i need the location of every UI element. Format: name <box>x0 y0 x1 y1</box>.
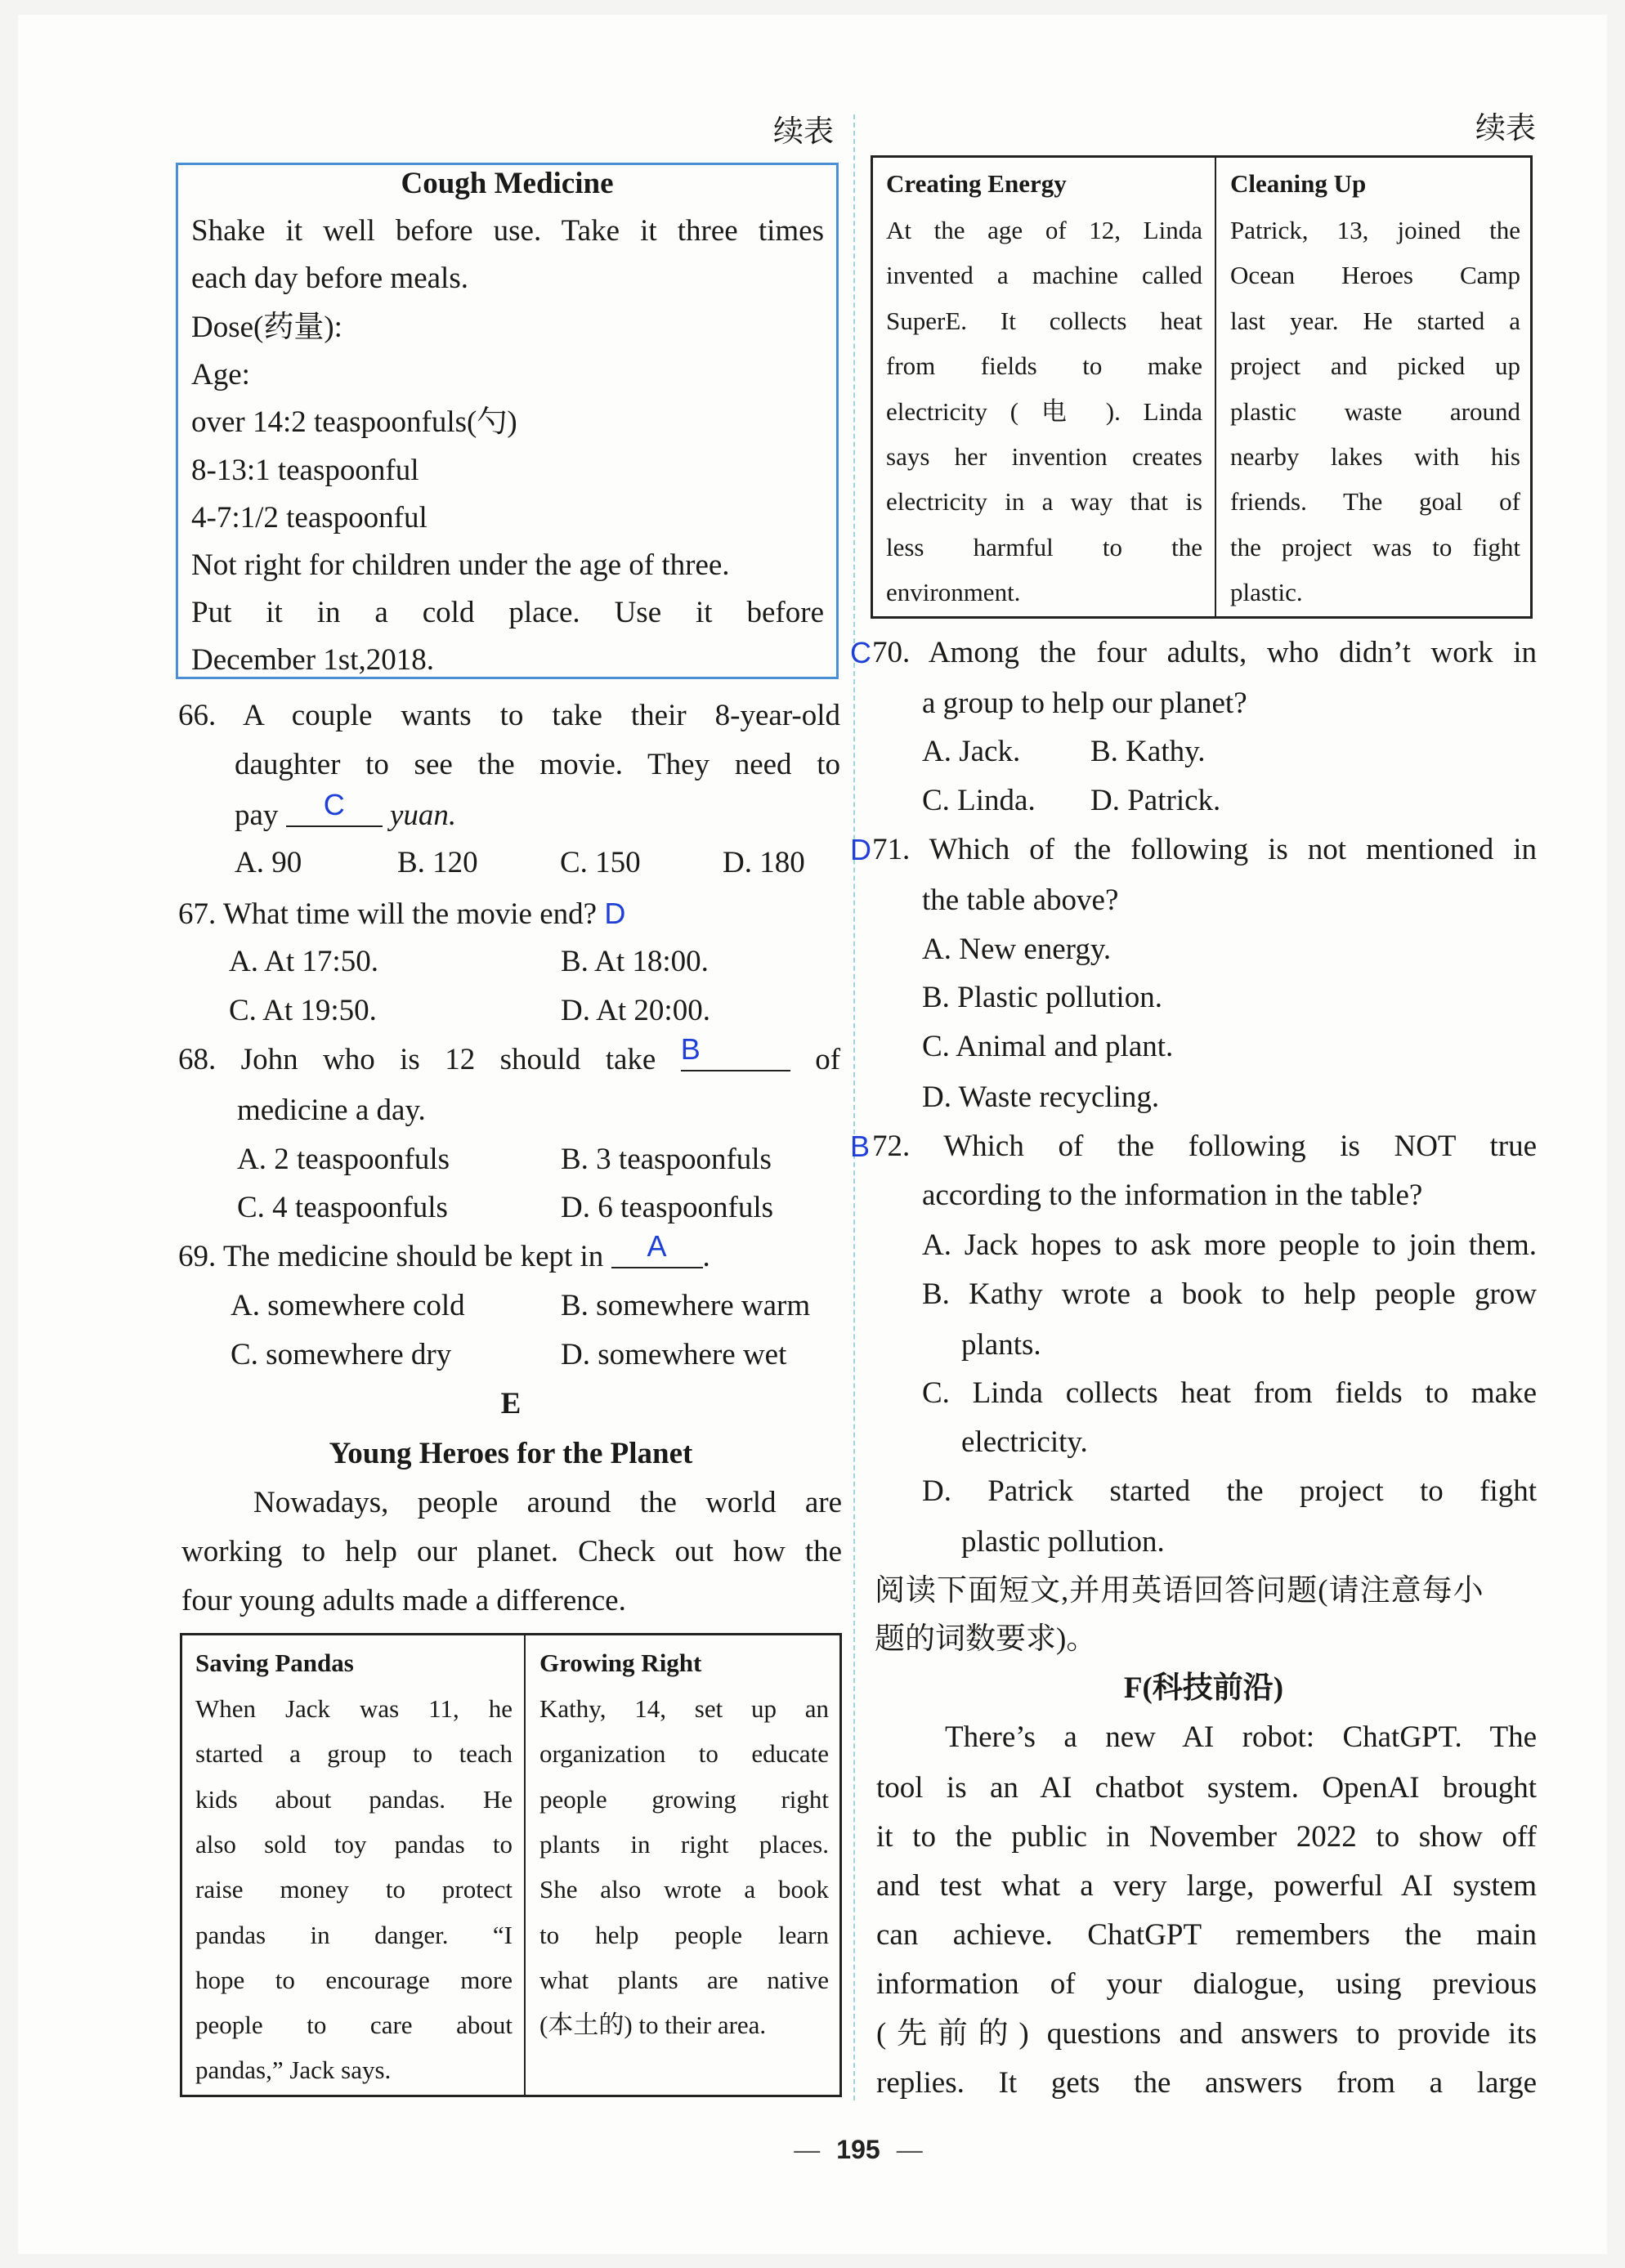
cell-title-saving-pandas: Saving Pandas <box>195 1648 354 1677</box>
text-line: replies. It gets the answers from a large <box>876 2065 1537 2100</box>
q67-option-b: B. At 18:00. <box>561 945 709 978</box>
q66-option-a: A. 90 <box>235 846 302 879</box>
text-line: (先前的) questions and answers to provide its <box>876 2016 1537 2051</box>
text-line: the project was to fight <box>1230 532 1520 561</box>
q72-option-c: C. Linda collects heat from fields to make <box>922 1376 1537 1410</box>
q66-text <box>235 788 457 834</box>
q70-answer: C <box>850 636 871 669</box>
section-e-paragraph-line: four young adults made a difference. <box>181 1584 626 1617</box>
q68-text-part: of <box>815 1043 841 1076</box>
q71-option-b: B. Plastic pollution. <box>922 981 1162 1014</box>
q71-answer: D <box>850 833 871 866</box>
q68-option-a: A. 2 teaspoonfuls <box>237 1143 450 1176</box>
cough-line: each day before meals. <box>191 262 468 295</box>
q69-text-part: 69. The medicine should be kept in <box>178 1240 604 1273</box>
text-line: information of your dialogue, using previous <box>876 1967 1537 2002</box>
section-e-title: Young Heroes for the Planet <box>329 1437 693 1470</box>
q69-option-a: A. somewhere cold <box>231 1289 465 1322</box>
text-line: also sold toy pandas to <box>195 1829 513 1859</box>
text-line: less harmful to the <box>886 532 1202 561</box>
table-divider <box>1215 155 1216 619</box>
text-line: pandas in danger. “I <box>195 1920 513 1949</box>
q68-text <box>178 1032 841 1078</box>
column-divider <box>853 114 855 2100</box>
section-f-line: There’s a new AI robot: ChatGPT. The <box>945 1720 1537 1754</box>
text-line: Kathy, 14, set up an <box>539 1694 829 1723</box>
page-number-value: 195 <box>836 2135 880 2164</box>
instruction-text: 阅读下面短文,并用英语回答问题(请注意每小 <box>875 1574 1484 1608</box>
cough-line: Dose(药量): <box>191 311 342 344</box>
text-line: pandas,” Jack says. <box>195 2056 392 2085</box>
q72-option-d: D. Patrick started the project to fight <box>922 1474 1537 1508</box>
answer-blank <box>286 788 383 827</box>
answer-blank <box>680 1032 790 1071</box>
section-e-letter: E <box>500 1387 522 1420</box>
text-line: plants in right places. <box>539 1829 829 1859</box>
text-line: electricity ( 电 ). Linda <box>886 396 1202 426</box>
q72-text: according to the information in the table? <box>922 1179 1423 1212</box>
q70-option-c: C. Linda. <box>922 784 1036 817</box>
text-line: friends. The goal of <box>1230 487 1520 517</box>
cell-title-growing-right: Growing Right <box>539 1648 702 1677</box>
q72-option-b-cont: plants. <box>961 1328 1041 1362</box>
text-line: people growing right <box>539 1784 829 1814</box>
text-line: plastic. <box>1230 578 1303 607</box>
cough-line: Not right for children under the age of three. <box>191 548 730 582</box>
text-line: plastic waste around <box>1230 396 1520 426</box>
q66-text: daughter to see the movie. They need to <box>235 748 840 781</box>
answer-blank <box>611 1229 703 1268</box>
text-line: from fields to make <box>886 351 1202 381</box>
text-line: environment. <box>886 578 1021 607</box>
text-line: what plants are native <box>539 1965 829 1994</box>
continued-label: 续表 <box>773 115 834 149</box>
text-line: can achieve. ChatGPT remembers the main <box>876 1918 1537 1953</box>
q67-option-a: A. At 17:50. <box>229 945 378 978</box>
q69-text <box>178 1229 710 1275</box>
text-line: it to the public in November 2022 to show off <box>876 1820 1537 1854</box>
q66-text-part: yuan. <box>389 798 457 832</box>
cough-medicine-title: Cough Medicine <box>401 167 614 200</box>
text-line: She also wrote a book <box>539 1875 829 1904</box>
q71-option-d: D. Waste recycling. <box>922 1080 1160 1114</box>
q72-option-a: A. Jack hopes to ask more people to join them. <box>922 1228 1537 1262</box>
cough-line: December 1st,2018. <box>191 643 434 677</box>
q71-option-a: A. New energy. <box>922 933 1112 966</box>
cough-line: Put it in a cold place. Use it before <box>191 596 824 629</box>
text-line: and test what a very large, powerful AI system <box>876 1869 1537 1903</box>
cough-line: 4-7:1/2 teaspoonful <box>191 501 428 535</box>
text-line: project and picked up <box>1230 351 1520 381</box>
text-line: Ocean Heroes Camp <box>1230 261 1520 290</box>
continued-label: 续表 <box>1475 112 1536 145</box>
q66-option-c: C. 150 <box>560 846 641 879</box>
text-line: organization to educate <box>539 1739 829 1769</box>
section-e-paragraph-line: Nowadays, people around the world are <box>253 1486 842 1519</box>
q68-answer: B <box>680 1032 701 1066</box>
q66-answer: C <box>323 788 345 821</box>
q67-option-d: D. At 20:00. <box>561 994 710 1027</box>
q70-option-a: A. Jack. <box>922 735 1021 768</box>
cough-line: 8-13:1 teaspoonful <box>191 454 419 487</box>
q72-answer: B <box>850 1130 871 1163</box>
q66-text: 66. A couple wants to take their 8-year-old <box>178 699 840 732</box>
q70-option-d: D. Patrick. <box>1090 784 1221 817</box>
text-line: Patrick, 13, joined the <box>1230 216 1520 244</box>
q68-option-c: C. 4 teaspoonfuls <box>237 1191 448 1224</box>
q69-option-d: D. somewhere wet <box>561 1338 787 1371</box>
q66-option-d: D. 180 <box>723 846 805 879</box>
text-line: says her invention creates <box>886 442 1202 471</box>
q70-option-b: B. Kathy. <box>1090 735 1206 768</box>
q67-option-c: C. At 19:50. <box>229 994 377 1027</box>
text-line: SuperE. It collects heat <box>886 306 1202 335</box>
q68-text: medicine a day. <box>237 1094 426 1127</box>
q70-text: a group to help our planet? <box>922 687 1247 720</box>
q69-option-b: B. somewhere warm <box>561 1289 811 1322</box>
text-line: At the age of 12, Linda <box>886 216 1202 244</box>
text-line: raise money to protect <box>195 1875 513 1904</box>
q67-question: 67. What time will the movie end? <box>178 897 598 931</box>
table-divider <box>524 1633 526 2097</box>
section-f-title: F(科技前沿) <box>1123 1671 1284 1705</box>
q71-option-c: C. Animal and plant. <box>922 1030 1174 1063</box>
q68-text-part: 68. John who is 12 should take <box>178 1043 656 1076</box>
text-line: nearby lakes with his <box>1230 442 1520 471</box>
q71-text: the table above? <box>922 883 1119 917</box>
q66-option-b: B. 120 <box>397 846 478 879</box>
dash: — <box>896 2135 923 2164</box>
text-line: invented a machine called <box>886 261 1202 290</box>
text-line: kids about pandas. He <box>195 1784 513 1814</box>
q69-text-part: . <box>702 1240 710 1273</box>
text-line: When Jack was 11, he <box>195 1694 513 1723</box>
page-number <box>736 2135 981 2165</box>
q66-text-part: pay <box>235 798 279 832</box>
q72-option-d-cont: plastic pollution. <box>961 1525 1165 1559</box>
q69-option-c: C. somewhere dry <box>231 1338 452 1371</box>
q67-text <box>178 897 625 931</box>
q67-answer: D <box>604 897 626 930</box>
text-line: last year. He started a <box>1230 306 1520 335</box>
section-e-paragraph-line: working to help our planet. Check out how the <box>181 1535 842 1568</box>
cell-title-creating-energy: Creating Energy <box>886 169 1067 198</box>
text-line: electricity in a way that is <box>886 487 1202 517</box>
q72-text: 72. Which of the following is NOT true <box>872 1130 1537 1163</box>
text-line: (本土的) to their area. <box>539 2011 767 2040</box>
text-line: to help people learn <box>539 1920 829 1949</box>
text-line: people to care about <box>195 2011 513 2040</box>
q68-option-b: B. 3 teaspoonfuls <box>561 1143 772 1176</box>
q71-text: 71. Which of the following is not mentioned in <box>872 833 1537 866</box>
cough-line: Age: <box>191 358 250 391</box>
text-line: tool is an AI chatbot system. OpenAI brought <box>876 1771 1537 1805</box>
text-line: started a group to teach <box>195 1739 513 1769</box>
q69-answer: A <box>647 1229 667 1263</box>
cell-title-cleaning-up: Cleaning Up <box>1230 169 1367 198</box>
q68-option-d: D. 6 teaspoonfuls <box>561 1191 773 1224</box>
q72-option-b: B. Kathy wrote a book to help people grow <box>922 1277 1537 1311</box>
cough-line: over 14:2 teaspoonfuls(勺) <box>191 405 517 439</box>
cough-line: Shake it well before use. Take it three times <box>191 214 824 248</box>
instruction-text: 题的词数要求)。 <box>875 1622 1097 1656</box>
dash: — <box>794 2135 821 2164</box>
text-line: hope to encourage more <box>195 1965 513 1994</box>
q70-text: 70. Among the four adults, who didn’t work in <box>872 636 1537 669</box>
q72-option-c-cont: electricity. <box>961 1425 1088 1459</box>
